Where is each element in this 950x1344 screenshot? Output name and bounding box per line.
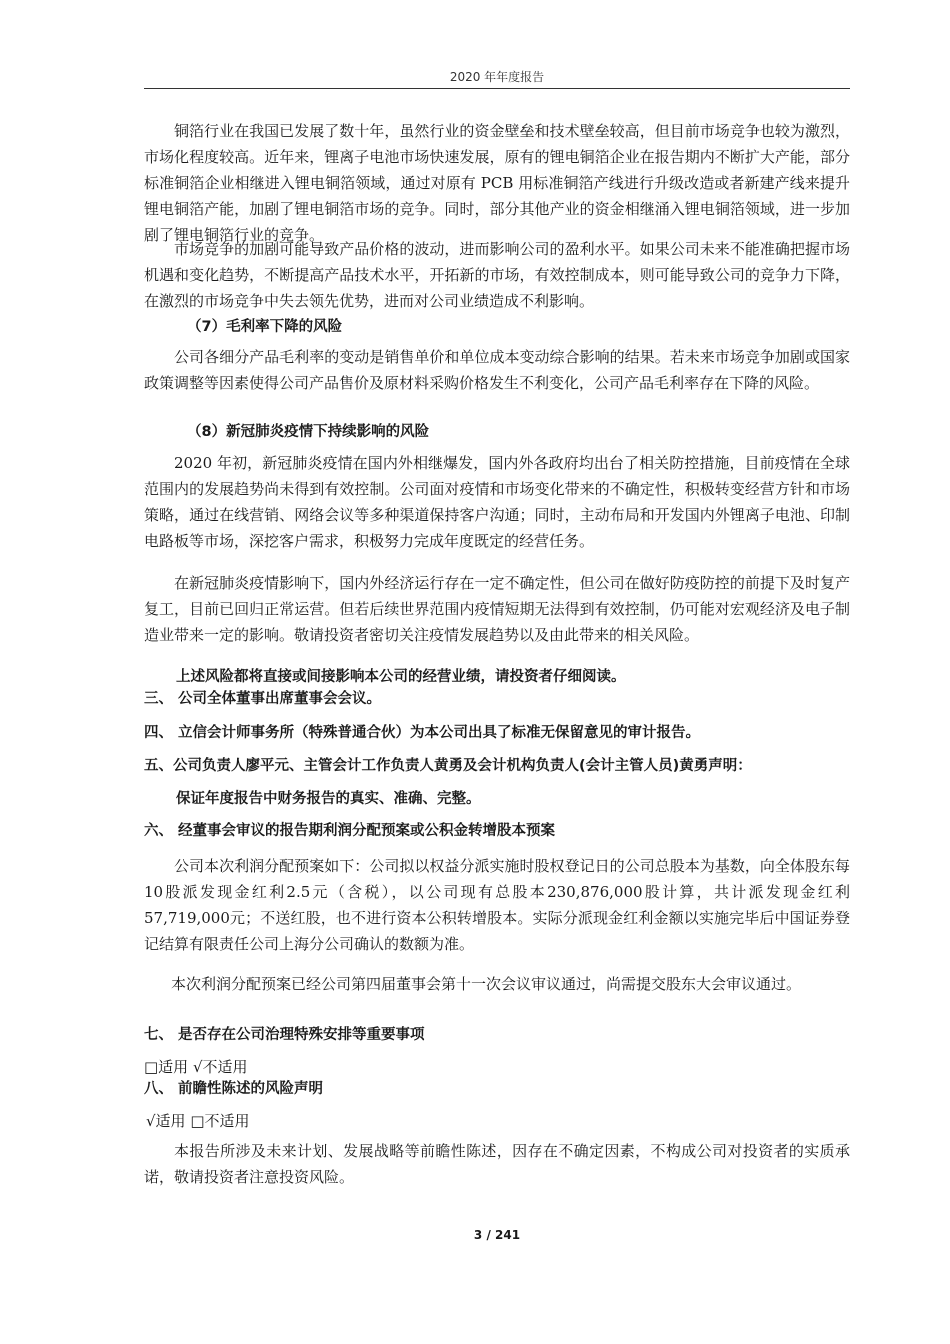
- paragraph-covid-impact: 2020 年初，新冠肺炎疫情在国内外相继爆发，国内外各政府均出台了相关防控措施，目前疫情在全球范围内的发展趋势尚未得到有效控制。公司面对疫情和市场变化带来的不确定性，积极转变经营方针和市场策略，通过在线营销、网络会议等多种渠道保持客户沟通；同时，主动布局和开发国内外锂离子电池、印制电路板等市场，深挖客户需求，积极努力完成年度既定的经营任务。: [144, 454, 850, 550]
- section-6-profit-distribution: 六、 经董事会审议的报告期利润分配预案或公积金转增股本预案: [144, 823, 556, 839]
- section-7-governance: 七、 是否存在公司治理特殊安排等重要事项: [144, 1027, 425, 1043]
- paragraph-covid-operations: 在新冠肺炎疫情影响下，国内外经济运行存在一定不确定性，但公司在做好防疫防控的前提下及时复产复工，目前已回归正常运营。但若后续世界范围内疫情短期无法得到有效控制，仍可能对宏观经济及电子制造业带来一定的影响。敬请投资者密切关注疫情发展趋势以及由此带来的相关风险。: [144, 574, 850, 644]
- paragraph-forward-looking-statement: 本报告所涉及未来计划、发展战略等前瞻性陈述，因存在不确定因素，不构成公司对投资者的实质承诺，敬请投资者注意投资风险。: [144, 1142, 850, 1186]
- section-5-guarantee: 保证年度报告中财务报告的真实、准确、完整。: [176, 791, 481, 807]
- heading-gross-margin-risk: （7）毛利率下降的风险: [187, 319, 343, 335]
- section-7-applicability: □适用 √不适用: [144, 1058, 248, 1076]
- paragraph-profit-distribution-approval: 本次利润分配预案已经公司第四届董事会第十一次会议审议通过，尚需提交股东大会审议通过。: [171, 975, 802, 993]
- risk-bold-note: 上述风险都将直接或间接影响本公司的经营业绩，请投资者仔细阅读。: [176, 669, 626, 685]
- section-8-forward-looking: 八、 前瞻性陈述的风险声明: [144, 1081, 324, 1097]
- paragraph-copper-foil-competition: 铜箔行业在我国已发展了数十年，虽然行业的资金壁垒和技术壁垒较高，但目前市场竞争也较为激烈，市场化程度较高。近年来，锂离子电池市场快速发展，原有的锂电铜箔企业在报告期内不断扩大产能，部分标准铜箔企业相继进入锂电铜箔领域，通过对原有 PCB 用标准铜箔产线进行升级改造或者新建产线来提升锂电铜箔产能，加剧了锂电铜箔市场的竞争。同时，部分其他产业的资金相继涌入锂电铜箔领域，进一步加剧了锂电铜箔行业的竞争。: [144, 122, 850, 244]
- paragraph-market-competition-impact: 市场竞争的加剧可能导致产品价格的波动，进而影响公司的盈利水平。如果公司未来不能准确把握市场机遇和变化趋势，不断提高产品技术水平，开拓新的市场，有效控制成本，则可能导致公司的竞争力下降，在激烈的市场竞争中失去领先优势，进而对公司业绩造成不利影响。: [144, 240, 850, 310]
- paragraph-gross-margin-risk: 公司各细分产品毛利率的变动是销售单价和单位成本变动综合影响的结果。若未来市场竞争加剧或国家政策调整等因素使得公司产品售价及原材料采购价格发生不利变化，公司产品毛利率存在下降的风险。: [144, 348, 850, 392]
- section-8-applicability: √适用 □不适用: [146, 1112, 250, 1130]
- page-header: 2020 年年度报告: [449, 70, 545, 84]
- section-5-statement: 五、公司负责人廖平元、主管会计工作负责人黄勇及会计机构负责人(会计主管人员)黄勇声明：: [144, 758, 752, 774]
- section-3-board-attendance: 三、 公司全体董事出席董事会会议。: [144, 691, 382, 707]
- header-divider: [144, 88, 850, 89]
- heading-covid-risk: （8）新冠肺炎疫情下持续影响的风险: [187, 424, 430, 440]
- section-4-audit-report: 四、 立信会计师事务所（特殊普通合伙）为本公司出具了标准无保留意见的审计报告。: [144, 725, 701, 741]
- paragraph-profit-distribution-plan: 公司本次利润分配预案如下：公司拟以权益分派实施时股权登记日的公司总股本为基数，向全体股东每10股派发现金红利2.5元（含税），以公司现有总股本230,876,000股计算，共计派发现金红利57,719,000元；不送红股，也不进行资本公积转增股本。实际分派现金红利金额以实施完毕后中国证券登记结算有限责任公司上海分公司确认的数额为准。: [144, 857, 850, 953]
- page-number: 3 / 241: [473, 1228, 521, 1242]
